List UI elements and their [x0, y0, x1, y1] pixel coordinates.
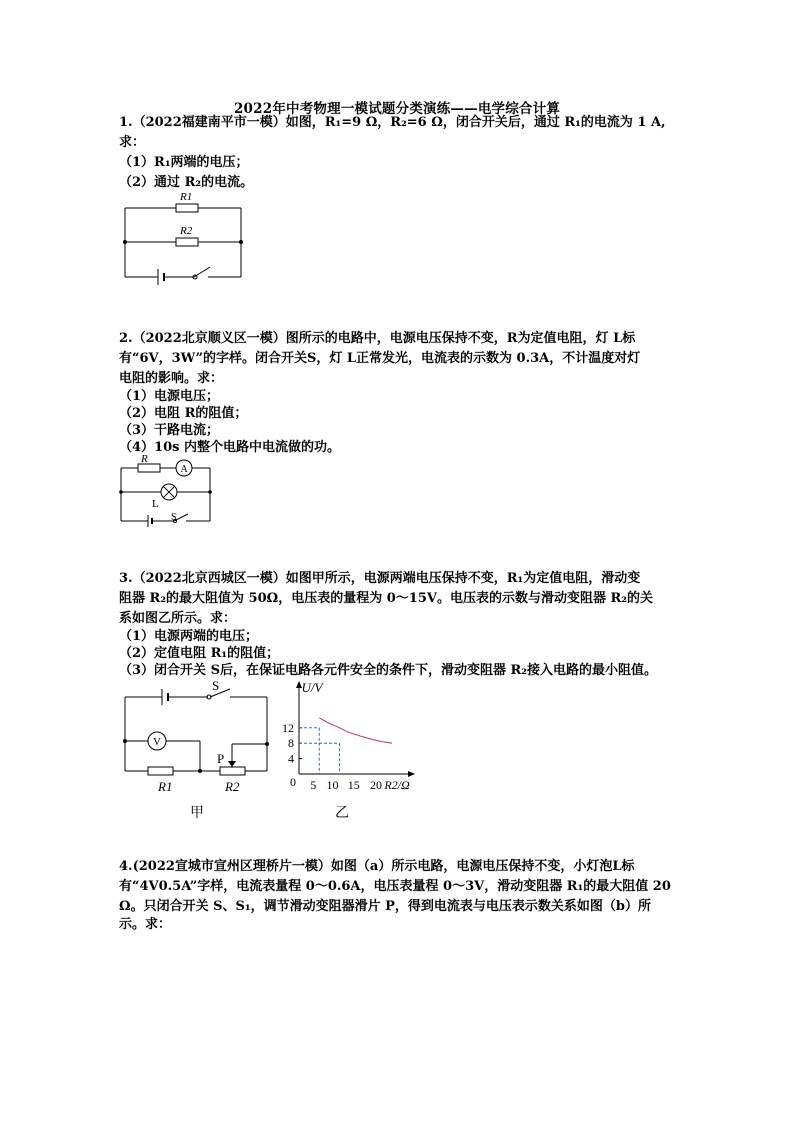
- q2-sub-question-4: （4）10s 内整个电路中电流做的功。: [119, 440, 340, 455]
- q1-label-r2: R2: [180, 225, 193, 237]
- q2-text-line-1: 2.（2022北京顺义区一模）图所示的电路中，电源电压保持不变，R为定值电阻，灯 L标: [119, 331, 636, 346]
- q2-label-a: A: [180, 464, 188, 475]
- chart-x-arrow: [408, 771, 415, 777]
- q3-label-s: S: [212, 678, 220, 693]
- page-title: 2022年中考物理一模试题分类演练——电学综合计算: [233, 101, 561, 117]
- q3-resistor-r1: [148, 767, 173, 775]
- q3-text-line-3: 系如图乙所示。求：: [119, 611, 237, 626]
- q3-rheostat-r2: [220, 767, 245, 775]
- q1-circuit-diagram: [118, 188, 248, 288]
- chart-y-tick-label: 0: [290, 775, 296, 789]
- q3-label-r1: R1: [158, 779, 173, 794]
- q1-text-line-1: 1.（2022福建南平市一模）如图，R₁=9 Ω，R₂=6 Ω，闭合开关后，通过 R₁的电流为 1 A,: [119, 115, 666, 130]
- chart-y-tick-label: 4: [288, 751, 294, 766]
- q1-resistor-r1: [176, 204, 198, 212]
- q2-label-r: R: [141, 453, 148, 465]
- chart-series-line: [319, 718, 392, 743]
- q4-text-line-2: 有“4V0.5A”字样，电流表量程 0～0.6A，电压表量程 0～3V，滑动变阻器 R₁的最大阻值 20: [119, 879, 671, 894]
- q2-circuit-diagram: [118, 455, 218, 527]
- q2-sub-question-1: （1）电源电压；: [119, 389, 220, 404]
- q2-label-l: L: [152, 498, 159, 510]
- chart-y-tick-label: 8: [288, 736, 294, 751]
- q2-sub-question-3: （3）干路电流；: [119, 423, 220, 438]
- q3-text-line-1: 3.（2022北京西城区一模）如图甲所示，电源两端电压保持不变，R₁为定值电阻，滑动变: [119, 571, 641, 586]
- q1-text-line-2: 求：: [119, 135, 146, 150]
- q1-sub-question-1: （1）R₁两端的电压；: [119, 155, 249, 170]
- q2-text-line-2: 有“6V，3W”的字样。闭合开关S，灯 L正常发光，电流表的示数为 0.3A，不计温度对灯: [119, 351, 641, 366]
- q2-resistor-r: [138, 464, 160, 472]
- q2-label-s: S: [171, 512, 177, 523]
- chart-x-tick-label: 10: [326, 778, 339, 792]
- q1-sub-question-2: （2）通过 R₂的电流。: [119, 175, 254, 190]
- q3-label-p: P: [217, 751, 225, 766]
- q3-text-line-2: 阻器 R₂的最大阻值为 50Ω，电压表的量程为 0～15V。电压表的示数与滑动变阻器 R₂的关: [119, 591, 653, 606]
- q3-label-r2: R2: [225, 779, 240, 794]
- q3-caption-jia: 甲: [190, 806, 204, 821]
- chart-y-tick-label: 12: [282, 720, 294, 735]
- q1-resistor-r2: [176, 238, 198, 246]
- q3-circuit-diagram-jia: [120, 680, 280, 820]
- q1-label-r1: R1: [180, 191, 193, 203]
- q3-sub-question-3: （3）闭合开关 S后，在保证电路各元件安全的条件下，滑动变阻器 R₂接入电路的最小阻值。: [119, 663, 657, 678]
- q3-sub-question-2: （2）定值电阻 R₁的阻值；: [119, 646, 280, 661]
- chart-y-label: U/V: [301, 680, 323, 695]
- q4-text-line-1: 4.(2022宣城市宣州区理桥片一模）如图（a）所示电路，电源电压保持不变，小灯泡L标: [119, 859, 635, 874]
- chart-x-label: R2/Ω: [384, 778, 410, 792]
- chart-x-tick-label: 5: [310, 778, 317, 792]
- q3-chart-yi: [280, 676, 430, 826]
- q4-text-line-4: 示。求：: [119, 917, 172, 932]
- q2-text-line-3: 电阻的影响。求：: [119, 371, 224, 386]
- q3-caption-yi: 乙: [335, 806, 349, 821]
- q3-sub-question-1: （1）电源两端的电压；: [119, 629, 259, 644]
- chart-x-tick-label: 20: [370, 778, 382, 792]
- chart-x-tick-label: 15: [347, 778, 360, 792]
- q4-text-line-3: Ω。只闭合开关 S、S₁，调节滑动变阻器滑片 P，得到电流表与电压表示数关系如图（b）所: [119, 899, 651, 914]
- q2-sub-question-2: （2）电阻 R的阻值；: [119, 406, 248, 421]
- q3-label-v: V: [153, 736, 161, 748]
